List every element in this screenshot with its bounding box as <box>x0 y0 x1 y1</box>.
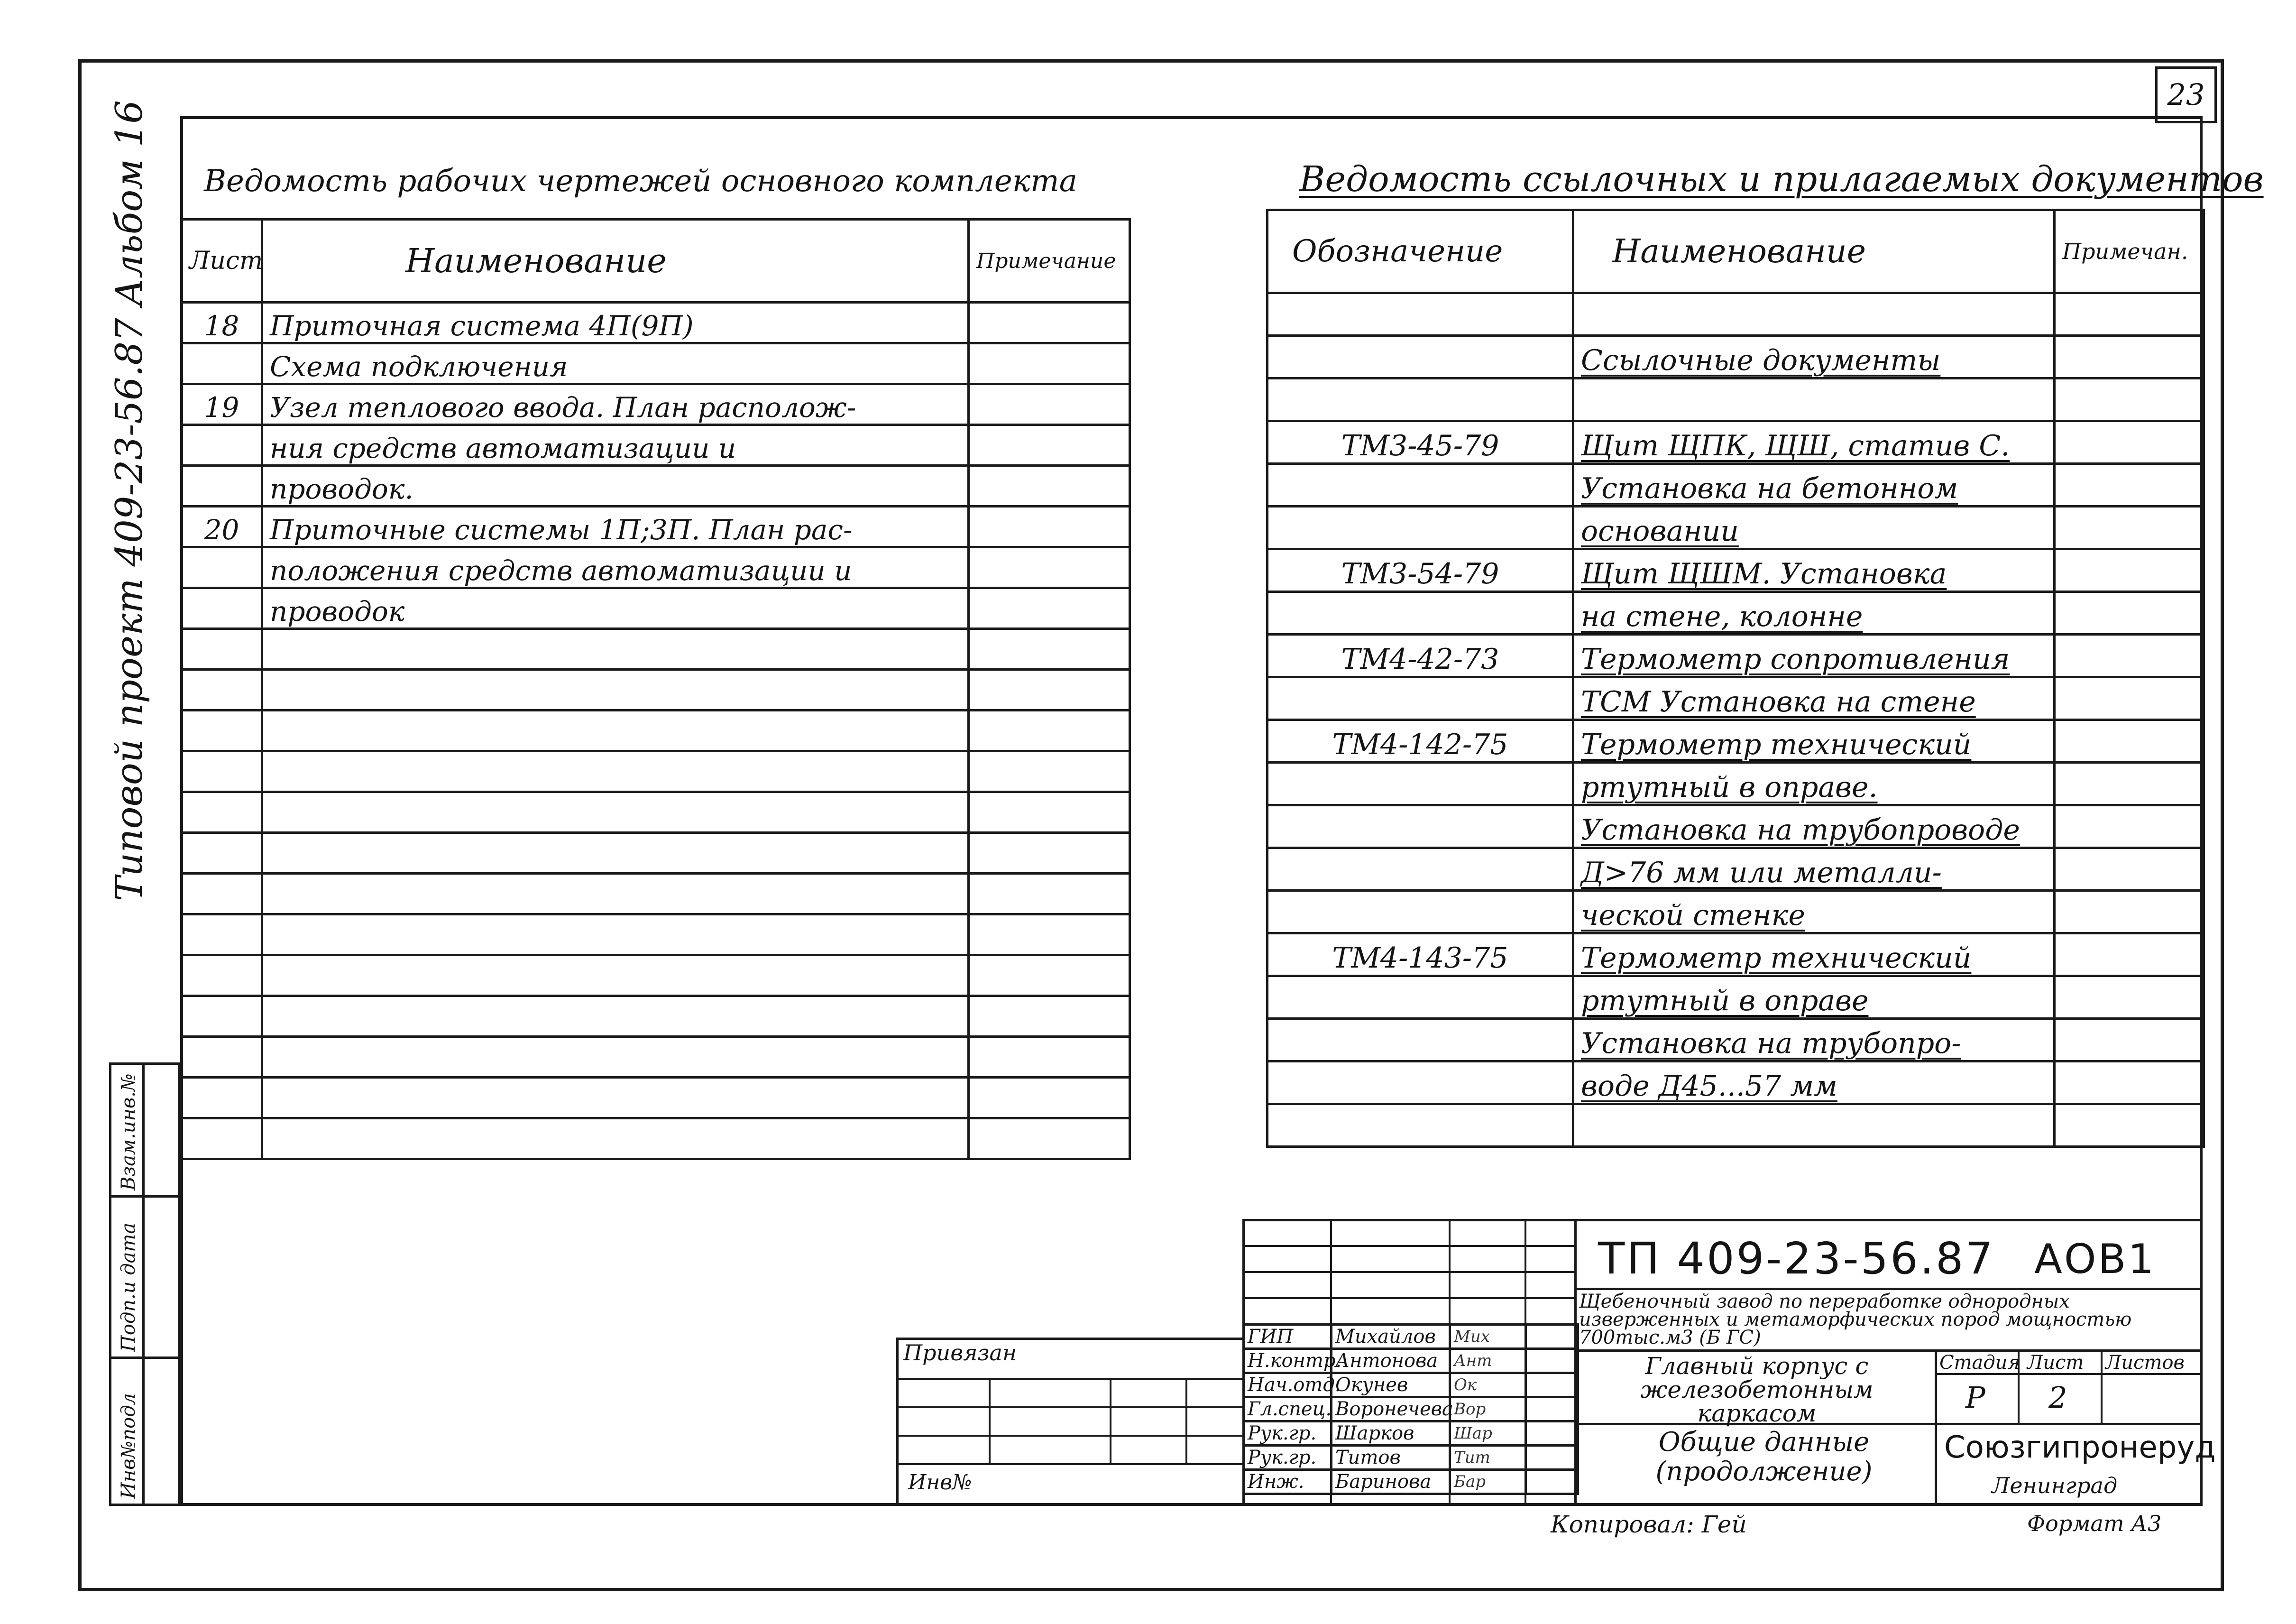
project-mark: АОВ1 <box>2034 1236 2156 1283</box>
role: Нач.отд. <box>1244 1373 1332 1397</box>
privyazan-line-4 <box>896 1463 1245 1465</box>
cell <box>969 384 1130 425</box>
cell: Установка на трубопро- <box>1573 1019 2055 1061</box>
table-row <box>1267 720 2204 763</box>
table-row <box>182 1118 1130 1159</box>
table-row <box>1267 336 2204 378</box>
cell <box>969 588 1130 629</box>
cell <box>2055 763 2204 805</box>
cell <box>2055 293 2204 336</box>
cell: на стене, колонне <box>1573 592 2055 635</box>
cell <box>1267 1061 1573 1104</box>
table-row <box>182 670 1130 710</box>
signature: Шар <box>1450 1421 1526 1446</box>
cell: ческой стенке <box>1573 891 2055 933</box>
cell <box>1267 848 1573 891</box>
signature: Тит <box>1450 1446 1526 1470</box>
sig-line-1 <box>1242 1245 1577 1247</box>
role: ГИП <box>1244 1325 1332 1349</box>
left-table-title: Ведомость рабочих чертежей основного комплекта <box>204 164 1077 199</box>
table-row <box>182 425 1130 466</box>
cell <box>969 303 1130 343</box>
table-row <box>182 955 1130 996</box>
table-row <box>182 751 1130 792</box>
left-header-sheet: Лист <box>182 220 262 303</box>
cell: Термометр сопротивления <box>1573 635 2055 677</box>
table-row <box>1267 1104 2204 1147</box>
side-stamp-line-1 <box>109 1195 180 1198</box>
cell <box>2055 848 2204 891</box>
sheet-title: Общие данные (продолжение) <box>1655 1427 1873 1487</box>
table-row <box>182 792 1130 833</box>
side-title: Типовой проект 409-23-56.87 Альбом 16 <box>108 100 151 901</box>
name: Титов <box>1332 1446 1450 1470</box>
cell: Схема подключения <box>262 343 969 384</box>
sheet-number: 23 <box>2155 66 2217 123</box>
cell <box>182 547 262 588</box>
roles-table <box>1242 1323 1579 1495</box>
table-row <box>182 833 1130 874</box>
side-stamp-line-2 <box>109 1356 180 1359</box>
role: Рук.гр. <box>1244 1446 1332 1470</box>
table-row <box>1267 549 2204 592</box>
cell <box>2055 336 2204 378</box>
table-row <box>182 384 1130 425</box>
table-row <box>182 1078 1130 1118</box>
cell: проводок <box>262 588 969 629</box>
signature: Мих <box>1450 1325 1526 1349</box>
cell: ТМ3-54-79 <box>1267 549 1573 592</box>
name: Воронечева <box>1332 1397 1450 1421</box>
cell: Установка на трубопроводе <box>1573 805 2055 848</box>
right-header-designation: Обозначение <box>1267 210 1573 293</box>
cell: Термометр технический <box>1573 720 2055 763</box>
cell <box>2055 976 2204 1019</box>
cell: ТМ3-45-79 <box>1267 421 1573 464</box>
cell <box>969 425 1130 466</box>
cell <box>1267 336 1573 378</box>
name: Шарков <box>1332 1421 1450 1446</box>
side-label-sign: Подп.и дата <box>118 1222 139 1352</box>
cell <box>1267 592 1573 635</box>
side-label-replace: Взам.инв.№ <box>118 1073 139 1190</box>
cell <box>2055 635 2204 677</box>
inv-label: Инв№ <box>908 1470 972 1495</box>
cell <box>1573 378 2055 421</box>
table-row <box>182 914 1130 955</box>
cell <box>1267 805 1573 848</box>
table-row <box>1267 805 2204 848</box>
name: Антонова <box>1332 1349 1450 1373</box>
cell: положения средств автоматизации и <box>262 547 969 588</box>
role-row <box>1244 1470 1578 1494</box>
role-row <box>1244 1397 1578 1421</box>
signature: Вор <box>1450 1397 1526 1421</box>
cell: основании <box>1573 507 2055 549</box>
table-row <box>182 588 1130 629</box>
cell: Термометр технический <box>1573 933 2055 976</box>
table-row <box>1267 763 2204 805</box>
role: Гл.спец. <box>1244 1397 1332 1421</box>
side-stamp-divider <box>142 1062 145 1506</box>
cell: 18 <box>182 303 262 343</box>
right-header-note: Примечан. <box>2055 210 2204 293</box>
cell <box>1267 1019 1573 1061</box>
cell: Щит ЩПК, ЩШ, статив С. <box>1573 421 2055 464</box>
cell: ТМ4-143-75 <box>1267 933 1573 976</box>
cell <box>2055 805 2204 848</box>
table-row <box>182 547 1130 588</box>
cell: Щит ЩШМ. Установка <box>1573 549 2055 592</box>
table-row <box>1267 1061 2204 1104</box>
sheet-label: Лист <box>2027 1352 2084 1374</box>
cell <box>969 466 1130 507</box>
left-header-note: Примечание <box>969 220 1130 303</box>
object-title: Главный корпус с железобетонным каркасом <box>1640 1352 1874 1427</box>
cell <box>2055 549 2204 592</box>
right-table <box>1266 209 2205 1148</box>
role-row <box>1244 1421 1578 1446</box>
organization: Союзгипронеруд <box>1944 1430 2216 1465</box>
name: Михайлов <box>1332 1325 1450 1349</box>
sig-line-3 <box>1242 1297 1577 1299</box>
role: Инж. <box>1244 1470 1332 1494</box>
cell <box>1267 976 1573 1019</box>
left-table <box>180 218 1131 1160</box>
table-row <box>1267 677 2204 720</box>
table-row <box>182 1037 1130 1078</box>
table-row <box>1267 1019 2204 1061</box>
cell <box>2055 933 2204 976</box>
privyazan-line-2 <box>896 1406 1245 1408</box>
left-table-header <box>182 220 1130 303</box>
project-code: ТП 409-23-56.87 <box>1598 1233 1995 1284</box>
sig-line-2 <box>1242 1271 1577 1273</box>
cell <box>2055 720 2204 763</box>
privyazan-label: Привязан <box>903 1340 1017 1366</box>
cell: 20 <box>182 507 262 547</box>
table-row <box>1267 464 2204 507</box>
privyazan-line-3 <box>896 1435 1245 1437</box>
role: Н.контр. <box>1244 1349 1332 1373</box>
copied-by: Копировал: Гей <box>1551 1511 1747 1538</box>
role-row <box>1244 1349 1578 1373</box>
table-row <box>1267 421 2204 464</box>
cell <box>182 343 262 384</box>
title-vline-sheet <box>2101 1349 2103 1423</box>
project-description: Щебеночный завод по переработке однородных изверженных и метаморфических пород мощностью 700тыс.м3 (Б ГС) <box>1579 1291 2132 1348</box>
cell: ртутный в оправе <box>1573 976 2055 1019</box>
cell <box>2055 891 2204 933</box>
table-row <box>1267 378 2204 421</box>
table-row <box>1267 635 2204 677</box>
cell <box>1267 293 1573 336</box>
role-row <box>1244 1446 1578 1470</box>
cell <box>1267 378 1573 421</box>
signature: Бар <box>1450 1470 1526 1494</box>
privyazan-vline-3 <box>1185 1378 1187 1463</box>
cell <box>2055 464 2204 507</box>
left-header-name: Наименование <box>262 220 969 303</box>
sheet-value: 2 <box>2048 1380 2067 1415</box>
cell: Узел теплового ввода. План располож- <box>262 384 969 425</box>
cell <box>2055 1061 2204 1104</box>
cell <box>182 466 262 507</box>
table-row <box>1267 891 2204 933</box>
cell <box>1267 507 1573 549</box>
cell <box>2055 592 2204 635</box>
table-row <box>182 629 1130 670</box>
right-table-title: Ведомость ссылочных и прилагаемых документов <box>1299 159 2264 200</box>
cell: Д>76 мм или металли- <box>1573 848 2055 891</box>
cell <box>2055 421 2204 464</box>
table-row <box>182 466 1130 507</box>
cell <box>1267 677 1573 720</box>
table-row <box>1267 933 2204 976</box>
table-row <box>182 710 1130 751</box>
cell: воде Д45...57 мм <box>1573 1061 2055 1104</box>
name: Баринова <box>1332 1470 1450 1494</box>
cell <box>2055 1019 2204 1061</box>
cell: проводок. <box>262 466 969 507</box>
table-row <box>182 996 1130 1037</box>
cell: ТСМ Установка на стене <box>1573 677 2055 720</box>
role-row <box>1244 1373 1578 1397</box>
table-row <box>1267 976 2204 1019</box>
signature: Ок <box>1450 1373 1526 1397</box>
table-row <box>182 343 1130 384</box>
cell: Установка на бетонном <box>1573 464 2055 507</box>
sheets-label: Листов <box>2105 1352 2185 1374</box>
cell <box>1267 763 1573 805</box>
role-row <box>1244 1325 1578 1349</box>
cell: ртутный в оправе. <box>1573 763 2055 805</box>
stage-value: Р <box>1965 1380 1985 1415</box>
cell: Ссылочные документы <box>1573 336 2055 378</box>
privyazan-vline-2 <box>1110 1378 1111 1463</box>
cell <box>2055 378 2204 421</box>
cell <box>1267 464 1573 507</box>
cell: ТМ4-42-73 <box>1267 635 1573 677</box>
cell: ТМ4-142-75 <box>1267 720 1573 763</box>
table-row <box>182 303 1130 343</box>
table-row <box>1267 848 2204 891</box>
table-row <box>1267 293 2204 336</box>
cell <box>182 425 262 466</box>
privyazan-vline-1 <box>989 1378 991 1463</box>
privyazan-line-1 <box>896 1378 1245 1380</box>
right-header-name: Наименование <box>1573 210 2055 293</box>
cell: ния средств автоматизации и <box>262 425 969 466</box>
cell <box>969 547 1130 588</box>
cell: Приточные системы 1П;3П. План рас- <box>262 507 969 547</box>
name: Окунев <box>1332 1373 1450 1397</box>
right-table-header <box>1267 210 2204 293</box>
table-row <box>182 507 1130 547</box>
cell <box>2055 507 2204 549</box>
format-label: Формат А3 <box>2027 1511 2162 1536</box>
side-label-inv: Инв№подл <box>118 1393 139 1499</box>
cell <box>1573 293 2055 336</box>
cell <box>1267 891 1573 933</box>
role: Рук.гр. <box>1244 1421 1332 1446</box>
city: Ленинград <box>1992 1473 2118 1498</box>
table-row <box>182 874 1130 914</box>
cell <box>969 343 1130 384</box>
stage-label: Стадия <box>1939 1352 2020 1374</box>
cell: Приточная система 4П(9П) <box>262 303 969 343</box>
table-row <box>1267 507 2204 549</box>
title-line-1 <box>1574 1288 2203 1290</box>
table-row <box>1267 592 2204 635</box>
cell <box>2055 677 2204 720</box>
cell: 19 <box>182 384 262 425</box>
cell <box>969 507 1130 547</box>
cell <box>182 588 262 629</box>
signature: Ант <box>1450 1349 1526 1373</box>
